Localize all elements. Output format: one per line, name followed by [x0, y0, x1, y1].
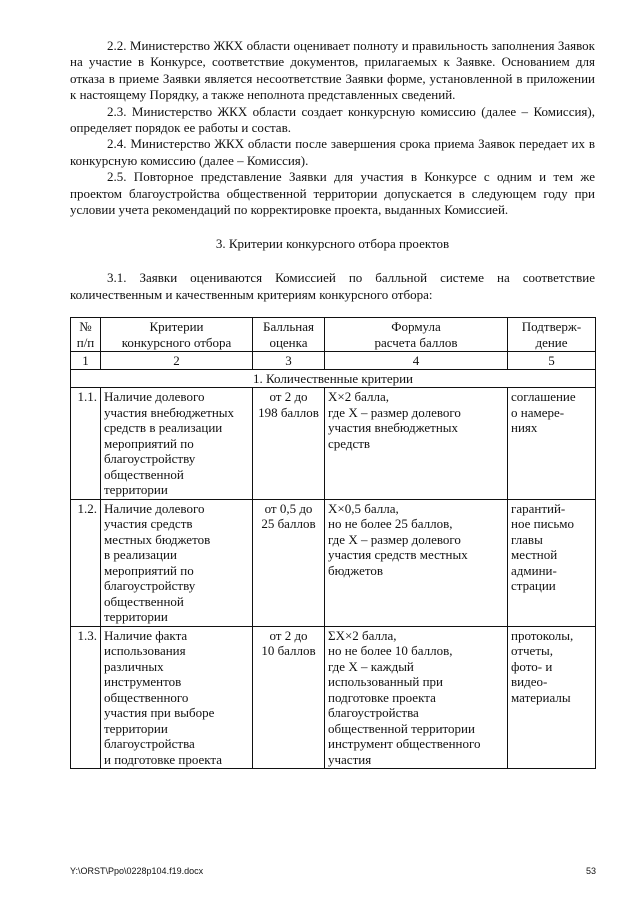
row-number: 1.3. [71, 626, 101, 769]
row-formula: X×0,5 балла, но не более 25 баллов, где X – размер долевого участия средств местных бюджетов [325, 499, 508, 626]
paragraph-3-1: 3.1. Заявки оцениваются Комиссией по балльной системе на соответствие количественным и качественным критериям конкурсного отбора: [70, 270, 595, 302]
row-formula: X×2 балла, где X – размер долевого участия внебюджетных средств [325, 388, 508, 500]
page-content [70, 38, 595, 769]
row-formula: ΣX×2 балла, но не более 10 баллов, где X – каждый использованный при подготовке проекта благоустройства общественной территории инструмент общественного участия [325, 626, 508, 769]
row-confirmation: соглашение о намере- ниях [508, 388, 596, 500]
section-title: 3. Критерии конкурсного отбора проектов [215, 236, 450, 252]
paragraph-2-5: 2.5. Повторное представление Заявки для участия в Конкурсе с одним и тем же проектом благоустройства общественной территории допускается в следующем году при условии учета рекомендаций по корректировке проекта, выданных Комиссией. [70, 169, 595, 218]
row-criteria: Наличие долевого участия средств местных бюджетов в реализации мероприятий по благоустройству общественной территории [101, 499, 253, 626]
row-criteria: Наличие факта использования различных инструментов общественного участия при выборе территории благоустройства и подготовке проекта [101, 626, 253, 769]
paragraph-2-2: 2.2. Министерство ЖКХ области оценивает полноту и правильность заполнения Заявок на участие в Конкурсе, соответствие документов, прилагаемых к Заявке. Основанием для отказа в приеме Заявки является несоответствие Заявки форме, установленной в приложении к настоящему Порядку, а также неполнота представленных сведений. [70, 38, 595, 103]
column-number: 3 [253, 352, 325, 370]
section-row-label: 1. Количественные критерии [71, 370, 596, 388]
row-number: 1.2. [71, 499, 101, 626]
table-header-row [71, 318, 596, 352]
table-column-number-row [71, 352, 596, 370]
row-confirmation: протоколы, отчеты, фото- и видео- материалы [508, 626, 596, 769]
header-cell-criteria: Критерии конкурсного отбора [101, 318, 253, 352]
header-cell-number: № п/п [71, 318, 101, 352]
criteria-table [70, 317, 596, 769]
paragraph-2-3: 2.3. Министерство ЖКХ области создает конкурсную комиссию (далее – Комиссия), определяет порядок ее работы и состав. [70, 103, 595, 136]
footer-page-number: 53 [585, 866, 596, 876]
footer-file-path: Y:\ORST\Ppo\0228p104.f19.docx [70, 866, 204, 876]
column-number: 1 [71, 352, 101, 370]
header-cell-formula: Формула расчета баллов [325, 318, 508, 352]
column-number: 4 [325, 352, 508, 370]
table-row [71, 499, 596, 626]
table-section-row [71, 370, 596, 388]
row-score: от 2 до 198 баллов [253, 388, 325, 500]
row-criteria: Наличие долевого участия внебюджетных средств в реализации мероприятий по благоустройству общественной территории [101, 388, 253, 500]
column-number: 2 [101, 352, 253, 370]
table-row [71, 626, 596, 769]
row-score: от 2 до 10 баллов [253, 626, 325, 769]
row-number: 1.1. [71, 388, 101, 500]
table-row [71, 388, 596, 500]
paragraph-2-4: 2.4. Министерство ЖКХ области после завершения срока приема Заявок передает их в конкурсную комиссию (далее – Комиссия). [70, 136, 595, 168]
column-number: 5 [508, 352, 596, 370]
header-cell-score: Балльная оценка [253, 318, 325, 352]
header-cell-confirmation: Подтверж- дение [508, 318, 596, 352]
row-confirmation: гарантий- ное письмо главы местной админи- страции [508, 499, 596, 626]
row-score: от 0,5 до 25 баллов [253, 499, 325, 626]
